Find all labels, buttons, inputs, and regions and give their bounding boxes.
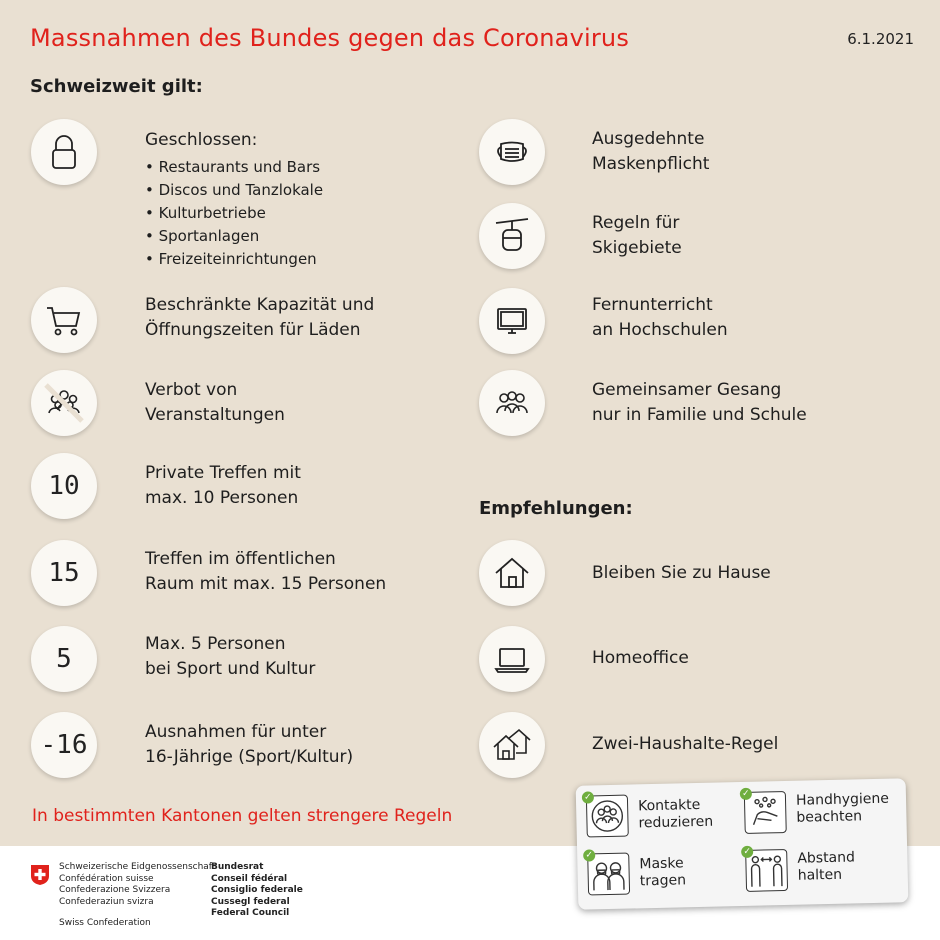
measure-label: nur in Familie und Schule [592, 405, 807, 425]
confederation-line: Swiss Confederation [59, 918, 151, 928]
house-icon [479, 540, 545, 606]
shopping-cart-icon [31, 287, 97, 353]
confederation-line: Confederazione Svizzera [59, 885, 171, 895]
council-line: Cussegl federal [211, 896, 290, 907]
measure-label: Ausgedehnte [592, 129, 705, 149]
closed-list [145, 156, 323, 271]
confederation-line: Schweizerische Eidgenossenschaft [59, 862, 216, 872]
confederation-line: Confédération suisse [59, 873, 154, 884]
measure-label: Maskenpflicht [592, 154, 710, 174]
checkmark-icon: ✓ [741, 846, 753, 858]
list-item: • Kulturbetriebe [145, 202, 323, 225]
two-houses-icon [479, 712, 545, 778]
confederation-line: Confederaziun svizra [59, 896, 154, 907]
rule-label: Abstand [797, 849, 856, 867]
number-15-icon: 15 [31, 540, 97, 606]
measure-label: Öffnungszeiten für Läden [145, 320, 361, 340]
rule-label: Handhygiene [795, 790, 890, 809]
cantonal-note: In bestimmten Kantonen gelten strengere Regeln [32, 806, 453, 826]
measure-label: Regeln für [592, 213, 680, 233]
checkmark-icon: ✓ [740, 788, 752, 800]
section-recommendations-heading: Empfehlungen: [479, 498, 633, 519]
measure-label: Geschlossen: [145, 130, 258, 150]
measure-label: Verbot von [145, 380, 238, 400]
rule-label: Kontakte [637, 796, 701, 815]
measure-label: Skigebiete [592, 238, 682, 258]
measure-label: Gemeinsamer Gesang [592, 380, 782, 400]
list-item: • Freizeiteinrichtungen [145, 248, 323, 271]
recommendation-label: Zwei-Haushalte-Regel [592, 734, 779, 754]
checkmark-icon: ✓ [583, 849, 595, 861]
confederation-names [59, 862, 215, 930]
recommendation-label: Homeoffice [592, 648, 689, 668]
rule-label: beachten [796, 808, 863, 826]
face-mask-icon [479, 119, 545, 185]
measure-label: Treffen im öffentlichen [145, 549, 336, 569]
laptop-icon [479, 626, 545, 692]
measure-label: Veranstaltungen [145, 405, 285, 425]
measure-label: an Hochschulen [592, 320, 728, 340]
council-line: Bundesrat [211, 862, 264, 872]
measure-label: Raum mit max. 15 Personen [145, 574, 387, 594]
rule-label: reduzieren [638, 813, 714, 832]
council-line: Conseil fédéral [211, 873, 288, 884]
rule-label: tragen [639, 872, 687, 890]
measure-label: Ausnahmen für unter [145, 722, 327, 742]
list-item: • Sportanlagen [145, 225, 323, 248]
hygiene-rules-card [576, 778, 909, 909]
measure-label: 16-Jährige (Sport/Kultur) [145, 747, 354, 767]
list-item: • Restaurants und Bars [145, 156, 323, 179]
list-item: • Discos und Tanzlokale [145, 179, 323, 202]
number-10-icon: 10 [31, 453, 97, 519]
section-nationwide-heading: Schweizweit gilt: [30, 76, 203, 97]
crossed-crowd-icon [31, 370, 97, 436]
recommendation-label: Bleiben Sie zu Hause [592, 563, 771, 583]
swiss-shield-icon [30, 864, 50, 886]
padlock-icon [31, 119, 97, 185]
rule-label: halten [797, 866, 843, 884]
checkmark-icon: ✓ [582, 791, 594, 803]
measure-label: Beschränkte Kapazität und [145, 295, 375, 315]
federal-council-names [211, 862, 303, 920]
council-line: Consiglio federale [211, 885, 303, 895]
page-title: Massnahmen des Bundes gegen das Coronavirus [30, 24, 630, 52]
rule-label: Maske [639, 855, 684, 873]
minus-16-icon: -16 [31, 712, 97, 778]
council-line: Federal Council [211, 908, 290, 918]
measure-label: Fernunterricht [592, 295, 713, 315]
number-5-icon: 5 [31, 626, 97, 692]
measure-label: max. 10 Personen [145, 488, 299, 508]
date: 6.1.2021 [847, 30, 914, 48]
measure-label: bei Sport und Kultur [145, 659, 316, 679]
measure-label: Max. 5 Personen [145, 634, 286, 654]
gondola-icon [479, 203, 545, 269]
measure-label: Private Treffen mit [145, 463, 301, 483]
monitor-icon [479, 288, 545, 354]
singing-people-icon [479, 370, 545, 436]
